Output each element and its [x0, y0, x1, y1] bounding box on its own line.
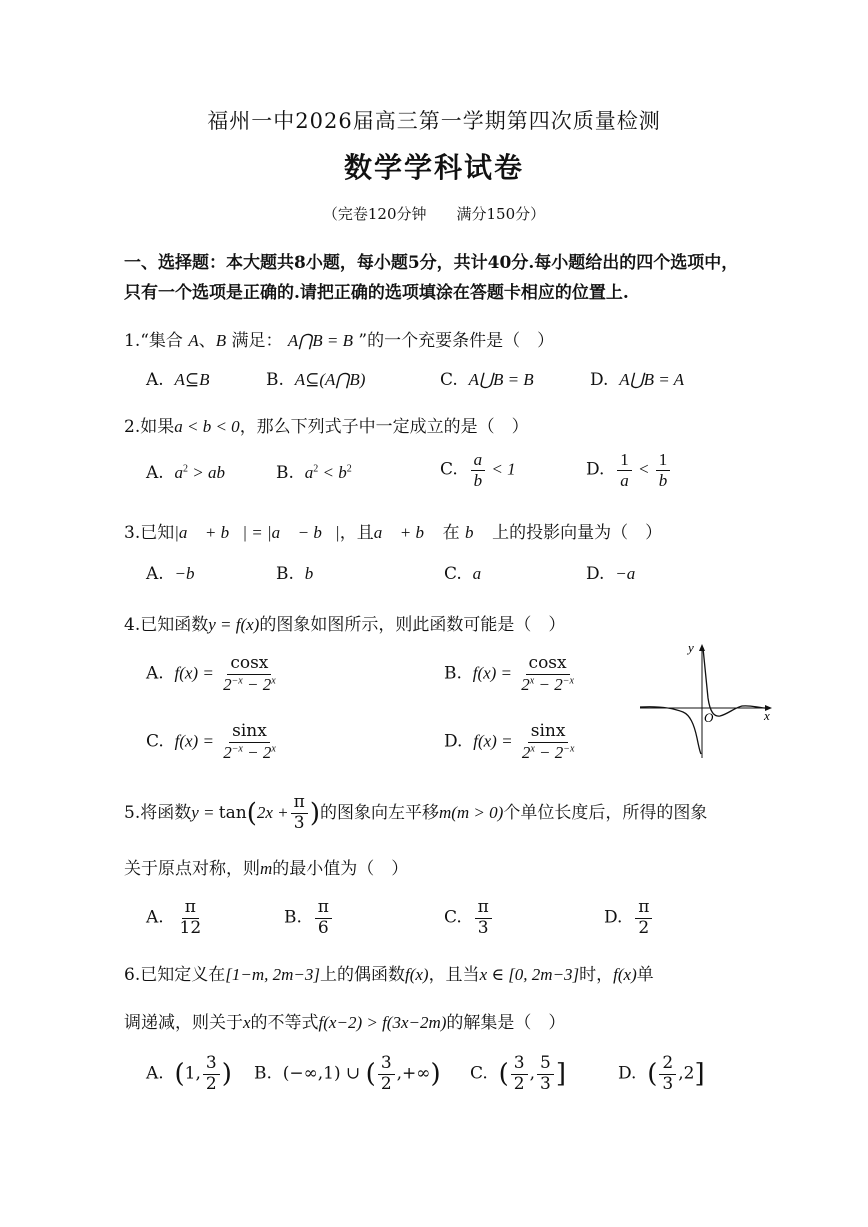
q4-option-a[interactable]: A. f(x) = $\frac{\cos x}{2^{-x} - 2^x}$: [146, 653, 276, 694]
q1-option-a[interactable]: A. A⊆B: [146, 370, 210, 390]
y-axis-arrow: [699, 644, 705, 651]
q6-option-a[interactable]: A. (1, $\frac{3}{2}$ ): [146, 1053, 232, 1094]
question-2: 2.如果a < b < 0，那么下列式子中一定成立的是（ ）: [124, 417, 529, 437]
curve-left: [640, 707, 701, 754]
q2-option-c[interactable]: C. $\frac{a}{b}$ < 1: [440, 450, 516, 490]
q3-option-d[interactable]: D. −a⃗: [586, 564, 649, 584]
origin-label: O: [704, 710, 714, 725]
section-heading-line2: 只有一个选项是正确的.请把正确的选项填涂在答题卡相应的位置上.: [124, 283, 629, 303]
question-6: 6.已知定义在[1−m, 2m−3]上的偶函数f(x)，且当x ∈ [0, 2m−3]时，f(x)单: [124, 965, 654, 985]
x-label: x: [764, 708, 770, 723]
q1-expr: A⋂B = B: [287, 331, 353, 350]
q1-option-d[interactable]: D. A⋃B = A: [590, 370, 685, 390]
q6-option-b[interactable]: B. (−∞,1) ∪ ( $\frac{3}{2}$ ,+∞): [254, 1053, 441, 1094]
question-6-line2: 调递减，则关于x的不等式f(x−2) > f(3x−2m)的解集是（ ）: [124, 1013, 566, 1033]
q4-option-b[interactable]: B. f(x) = $\frac{\cos x}{2^x - 2^{-x}}$: [444, 653, 574, 694]
q5-option-c[interactable]: C. $\frac{\pi}{3}$: [444, 898, 494, 938]
q1-option-c[interactable]: C. A⋃B = B: [440, 370, 534, 390]
q6-option-d[interactable]: D. ( $\frac{2}{3}$ ,2]: [618, 1053, 705, 1094]
q4-function-graph: [638, 638, 778, 762]
question-4: 4.已知函数y = f(x)的图象如图所示，则此函数可能是（ ）: [124, 615, 566, 635]
q1-mid: 满足：: [231, 331, 283, 351]
q1-set-a: A: [188, 331, 199, 350]
question-1: [124, 326, 554, 351]
q5-option-a[interactable]: A. $\frac{\pi}{12}$: [146, 897, 202, 938]
q6-option-c[interactable]: C. ( $\frac{3}{2}$ , $\frac{5}{3}$ ]: [470, 1053, 566, 1094]
q1-suffix: ”的一个充要条件是（ ）: [358, 331, 555, 351]
question-3: 3.已知|a⃗ + b⃗| = |a⃗ − b⃗|，且a⃗ + b⃗ 在 b⃗ 上的投影向量为（ ）: [124, 523, 663, 543]
q3-option-b[interactable]: B. b⃗: [276, 564, 327, 584]
q1-prefix: 1.“集合: [124, 331, 183, 351]
section-heading-line1: 一、选择题：本大题共8小题，每小题5分，共计40分.每小题给出的四个选项中，: [124, 253, 739, 273]
question-5: 5.将函数y = tan(2x + $\frac{\pi}{3}$ )的图象向左平移m(m > 0)个单位长度后，所得的图象: [124, 792, 708, 833]
q1-sep: 、: [198, 331, 216, 351]
question-5-line2: 关于原点对称，则m的最小值为（ ）: [124, 859, 409, 879]
q2-option-a[interactable]: A. $a^2$ > ab: [146, 463, 225, 483]
q4-option-c[interactable]: C. f(x) = $\frac{\sin x}{2^{-x} - 2^x}$: [146, 721, 276, 762]
q2-option-b[interactable]: B. $a^2 < b^2$: [276, 463, 352, 483]
exam-info: （完卷120分钟 满分150分）: [322, 205, 546, 223]
y-label: y: [688, 640, 694, 655]
q3-option-c[interactable]: C. a⃗: [444, 564, 495, 584]
subject-title: 数学学科试卷: [343, 151, 524, 184]
q4-option-d[interactable]: D. f(x) = $\frac{\sin x}{2^x - 2^{-x}}$: [444, 721, 575, 762]
q5-option-b[interactable]: B. $\frac{\pi}{6}$: [284, 898, 334, 938]
q1-option-b[interactable]: B. A⊆(A⋂B): [266, 370, 366, 390]
q2-option-d[interactable]: D. $\frac{1}{a}$ < $\frac{1}{b}$: [586, 450, 672, 490]
q1-set-b: B: [215, 331, 227, 350]
exam-title: 福州一中2026届高三第一学期第四次质量检测: [207, 109, 661, 133]
curve-right: [703, 648, 766, 716]
q3-option-a[interactable]: A. −b⃗: [146, 564, 208, 584]
q5-option-d[interactable]: D. $\frac{\pi}{2}$: [604, 898, 654, 938]
